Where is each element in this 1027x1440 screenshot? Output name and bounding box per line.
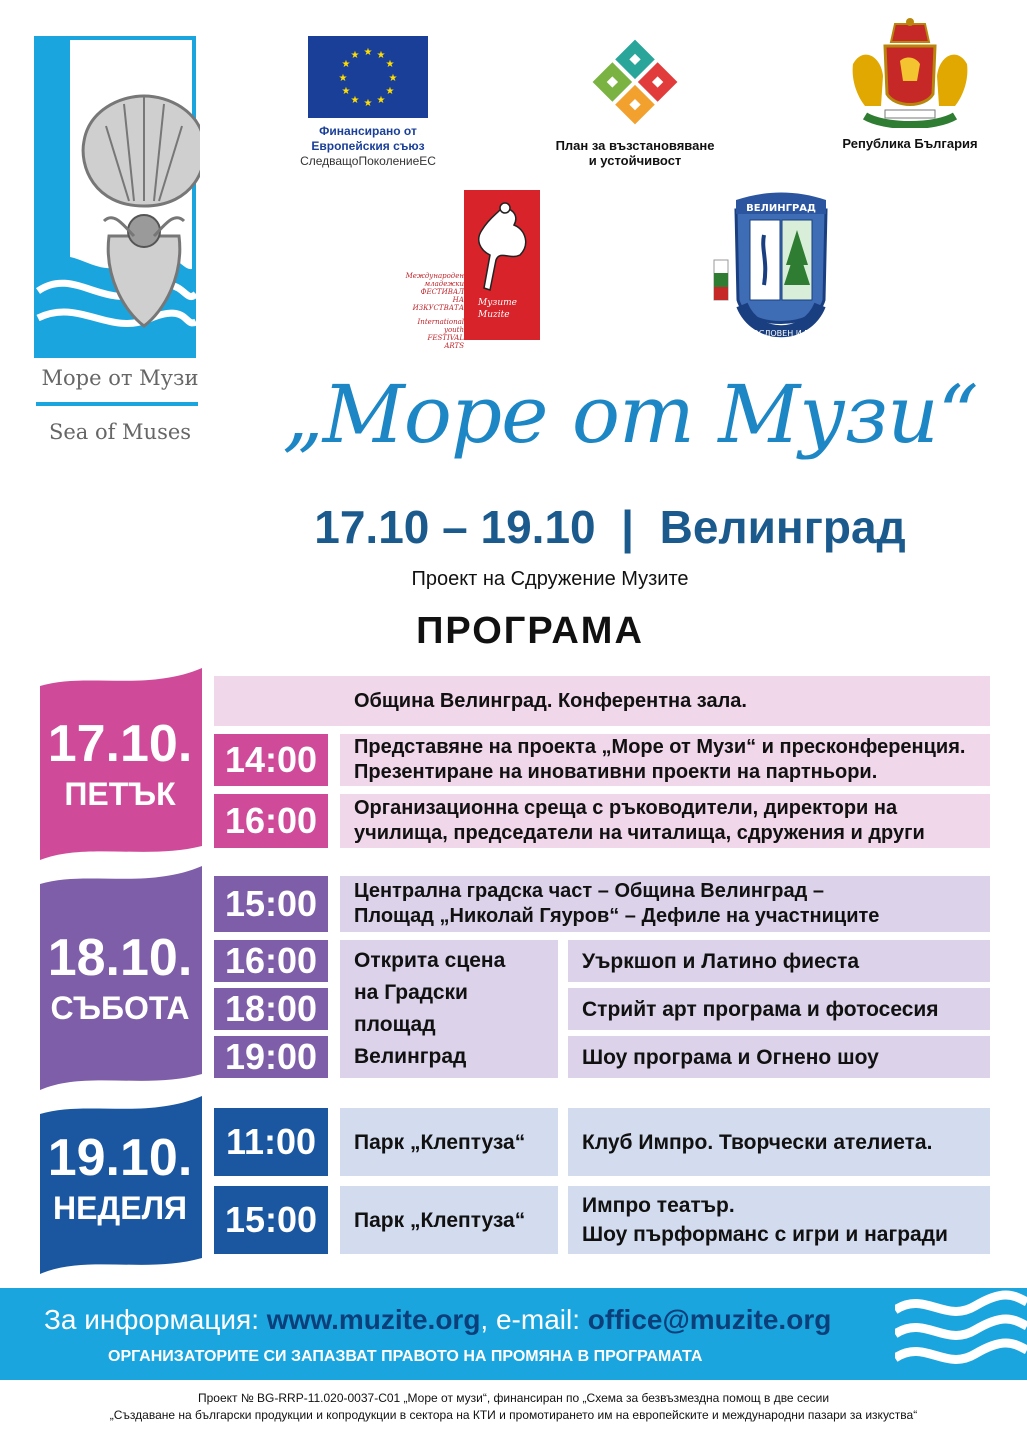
contact-mid: , e-mail: (480, 1304, 588, 1335)
sunday-time-1: 11:00 (214, 1108, 328, 1176)
saturday-item-3: Стрийт арт програма и фотосесия (568, 988, 990, 1030)
friday-label (40, 714, 200, 814)
fest-line-3: ФЕСТИВАЛ (420, 288, 464, 296)
website-link[interactable]: www.muzite.org (266, 1304, 481, 1335)
sunday-date: 19.10. (47, 1129, 193, 1187)
contact-label: За информация: (44, 1304, 267, 1335)
saturday-date: 18.10. (47, 929, 193, 987)
crest-icon (706, 190, 856, 348)
saturday-label (40, 928, 200, 1028)
sunday-item-2 (568, 1186, 990, 1254)
eu-logo (288, 36, 448, 169)
svg-text:★: ★ (376, 95, 386, 106)
friday-weekday: ПЕТЪК (64, 776, 176, 812)
saturday-time-1: 15:00 (214, 876, 328, 932)
fest-line-2: младежки (424, 280, 464, 288)
friday-venue: Община Велинград. Конферентна зала. (214, 676, 990, 726)
sunday-venue-1: Парк „Клептуза“ (340, 1108, 558, 1176)
svg-text:★: ★ (341, 86, 351, 97)
program-heading: ПРОГРАМА (416, 610, 644, 652)
svg-text:★: ★ (363, 98, 373, 109)
project-fineprint (0, 1390, 1027, 1424)
eu-line2: Европейския съюз (311, 139, 425, 153)
saturday-item-1-line1: Централна градска част – Община Велинград – (354, 880, 824, 902)
crest-top-text: ВЕЛИНГРАД (746, 203, 816, 214)
fineprint-line2: „Създаване на български продукции и копродукции в сектора на КТИ и промотирането им на европейските и международни пазари за изкуства“ (109, 1408, 918, 1422)
svg-text:★: ★ (385, 86, 395, 97)
fest-brand-1: Музите (478, 298, 518, 308)
sea-of-muses-logo (34, 36, 200, 456)
fest-line-6: youth (444, 326, 464, 334)
sunday-item-2-line1: Импро театър. (582, 1194, 735, 1217)
sunday-weekday: НЕДЕЛЯ (52, 1190, 188, 1226)
festival-logo (398, 190, 548, 350)
republic-logo (830, 16, 990, 151)
friday-item-2-line1: Организационна среща с ръководители, директори на (354, 797, 898, 819)
saturday-venue-line4: Велинград (354, 1045, 467, 1068)
brand-name-en: Sea of Muses (48, 420, 192, 444)
friday-item-2-line2: училища, председатели на читалища, сдружения и други (354, 822, 925, 844)
saturday-venue-line2: на Градски (354, 981, 468, 1004)
shell-pearl-icon (34, 36, 200, 361)
event-dates: 17.10 – 19.10 | Велинград (314, 501, 906, 553)
brand-name-bg: Море от Музи (41, 366, 199, 390)
svg-text:★: ★ (338, 73, 348, 84)
saturday-item-1 (340, 876, 990, 932)
event-subtitle: Проект на Сдружение Музите (411, 568, 689, 590)
svg-text:★: ★ (385, 59, 395, 70)
saturday-item-2: Уъркшоп и Латино фиеста (568, 940, 990, 982)
email-link[interactable]: office@muzite.org (587, 1304, 832, 1335)
coat-of-arms-icon (845, 16, 975, 128)
saturday-item-4: Шоу програма и Огнено шоу (568, 1036, 990, 1078)
eu-line3: СледващоПоколениеЕС (300, 154, 436, 168)
sunday-item-2-line2: Шоу пърформанс с игри и награди (582, 1223, 948, 1246)
change-notice: ОРГАНИЗАТОРИТЕ СИ ЗАПАЗВАТ ПРАВОТО НА ПРОМЯНА В ПРОГРАМАТА (108, 1348, 703, 1365)
svg-text:★: ★ (388, 73, 398, 84)
event-title: „Море от Музи“ (282, 368, 978, 461)
sunday-venue-2: Парк „Клептуза“ (340, 1186, 558, 1254)
sunday-time-2: 15:00 (214, 1186, 328, 1254)
fest-line-4: НА ИЗКУСТВАТА (412, 296, 464, 312)
fest-line-7: FESTIVAL (427, 334, 464, 342)
friday-time-1: 14:00 (214, 734, 328, 786)
svg-text:★: ★ (376, 50, 386, 61)
friday-item-2 (340, 794, 990, 848)
friday-item-1-line2: Презентиране на иновативни проекти на партньори. (354, 761, 878, 783)
velingrad-crest (706, 190, 856, 350)
friday-item-1-line1: Представяне на проекта „Море от Музи“ и пресконференция. (354, 736, 966, 758)
crest-ring-text: БЛАГОСЛОВЕН И ВЕЧЕН (730, 329, 832, 338)
waves-icon (895, 1286, 1027, 1376)
fest-line-1: Международен (405, 272, 464, 280)
friday-time-2: 16:00 (214, 794, 328, 848)
info-footer (0, 1288, 1027, 1380)
republic-label: Република България (842, 136, 978, 151)
recovery-line1: План за възстановяване (555, 138, 715, 153)
svg-text:★: ★ (350, 95, 360, 106)
saturday-venue-line3: площад (354, 1013, 436, 1036)
brand-divider (36, 402, 198, 406)
fineprint-line1: Проект № BG-RRP-11.020-0037-C01 „Море от музи“, финансиран по „Схема за безвъзмездна помощ в две сесии (197, 1391, 830, 1405)
friday-date: 17.10. (47, 715, 193, 773)
recovery-line2: и устойчивост (588, 153, 682, 168)
eu-flag-icon (308, 36, 428, 118)
saturday-time-3: 18:00 (214, 988, 328, 1030)
fest-line-8: ARTS (444, 342, 464, 350)
saturday-item-1-line2: Площад „Николай Гяуров“ – Дефиле на участниците (354, 905, 880, 927)
friday-item-1 (340, 734, 990, 786)
svg-text:★: ★ (350, 50, 360, 61)
recovery-plan-logo (540, 30, 730, 168)
fest-brand-2: Muzite (478, 310, 510, 320)
dancer-icon (470, 200, 534, 300)
saturday-venue-line1: Открита сцена (354, 949, 506, 972)
recovery-pattern-icon (583, 30, 687, 134)
saturday-time-4: 19:00 (214, 1036, 328, 1078)
saturday-venue (340, 940, 558, 1078)
contact-line (44, 1304, 904, 1336)
svg-text:★: ★ (363, 47, 373, 58)
sunday-item-1: Клуб Импро. Творчески ателиета. (568, 1108, 990, 1176)
sunday-label (40, 1128, 200, 1228)
saturday-time-2: 16:00 (214, 940, 328, 982)
eu-line1: Финансирано от (319, 124, 417, 138)
svg-text:★: ★ (341, 59, 351, 70)
saturday-weekday: СЪБОТА (50, 990, 190, 1026)
fest-line-5: International (417, 318, 464, 326)
